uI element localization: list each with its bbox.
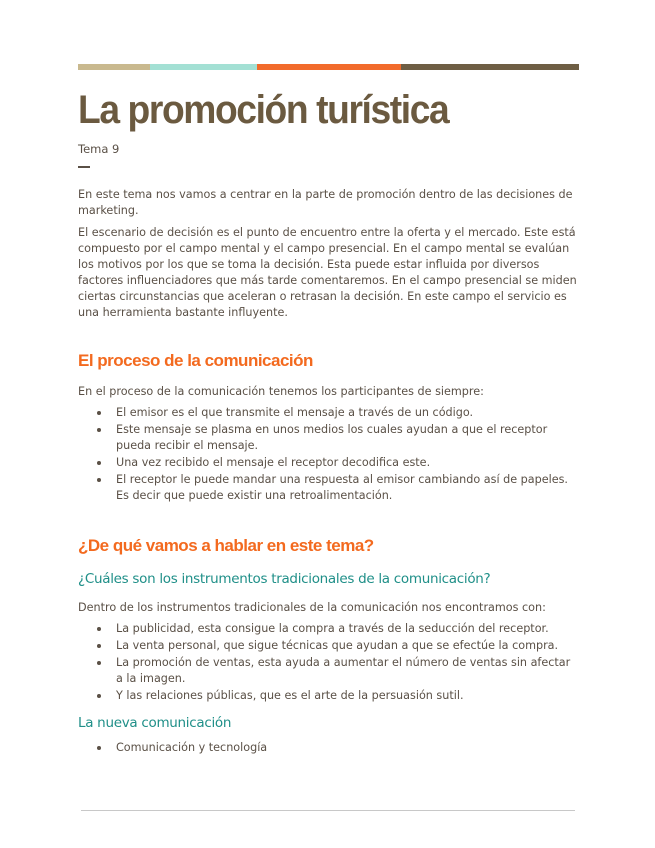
color-bar-segment (78, 64, 150, 70)
document-subtitle: Tema 9 (78, 142, 120, 156)
bullet-icon (97, 644, 101, 648)
bullet-icon (97, 746, 101, 750)
list-item: El emisor es el que transmite el mensaje a través de un código. (78, 405, 579, 421)
section-lead: Dentro de los instrumentos tradicionales de la comunicación nos encontramos con: (78, 601, 546, 614)
list-item: Este mensaje se plasma en unos medios los cuales ayudan a que el receptor pueda recibir el mensaje. (78, 422, 579, 454)
subsection-heading: La nueva comunicación (78, 715, 232, 731)
color-bar-segment (401, 64, 579, 70)
document-page (78, 64, 579, 757)
document-title: La promoción turística (78, 88, 449, 132)
bullet-icon (97, 428, 101, 432)
section-heading: ¿De qué vamos a hablar en este tema? (78, 536, 374, 555)
list-item: La venta personal, que sigue técnicas que ayudan a que se efectúe la compra. (78, 638, 579, 654)
bullet-icon (97, 411, 101, 415)
bullet-list (78, 405, 579, 504)
section-lead: En el proceso de la comunicación tenemos los participantes de siempre: (78, 385, 484, 398)
bullet-icon (97, 461, 101, 465)
list-item: Comunicación y tecnología (78, 740, 579, 756)
bullet-list (78, 740, 579, 756)
color-bar-segment (150, 64, 257, 70)
title-divider (78, 166, 90, 168)
color-bar-segment (257, 64, 401, 70)
list-item: El receptor le puede mandar una respuesta al emisor cambiando así de papeles. Es decir que puede existir una retroalimentación. (78, 472, 579, 504)
subsection-heading: ¿Cuáles son los instrumentos tradicionales de la comunicación? (78, 571, 491, 587)
list-item: Y las relaciones públicas, que es el arte de la persuasión sutil. (78, 688, 579, 704)
bullet-icon (97, 627, 101, 631)
footer-divider (81, 810, 575, 811)
bullet-icon (97, 661, 101, 665)
list-item: La publicidad, esta consigue la compra a través de la seducción del receptor. (78, 621, 579, 637)
bullet-icon (97, 478, 101, 482)
bullet-icon (97, 694, 101, 698)
section-heading: El proceso de la comunicación (78, 351, 313, 370)
bullet-list (78, 621, 579, 704)
list-item: La promoción de ventas, esta ayuda a aumentar el número de ventas sin afectar a la imagen. (78, 655, 579, 687)
intro-paragraph: En este tema nos vamos a centrar en la parte de promoción dentro de las decisiones de marketing. (78, 188, 573, 217)
list-item: Una vez recibido el mensaje el receptor decodifica este. (78, 455, 579, 471)
intro-paragraph: El escenario de decisión es el punto de encuentro entre la oferta y el mercado. Este está compuesto por el campo mental y el campo presencial. En el campo mental se evalúan los motivos por los que se toma la decisión. Esta puede estar influida por diversos factores influenciadores que más tarde comentaremos. En el campo presencial se miden ciertas circunstancias que aceleran o retrasan la decisión. En este campo el servicio es una herramienta bastante influyente. (78, 226, 577, 319)
header-color-bar (78, 64, 579, 70)
